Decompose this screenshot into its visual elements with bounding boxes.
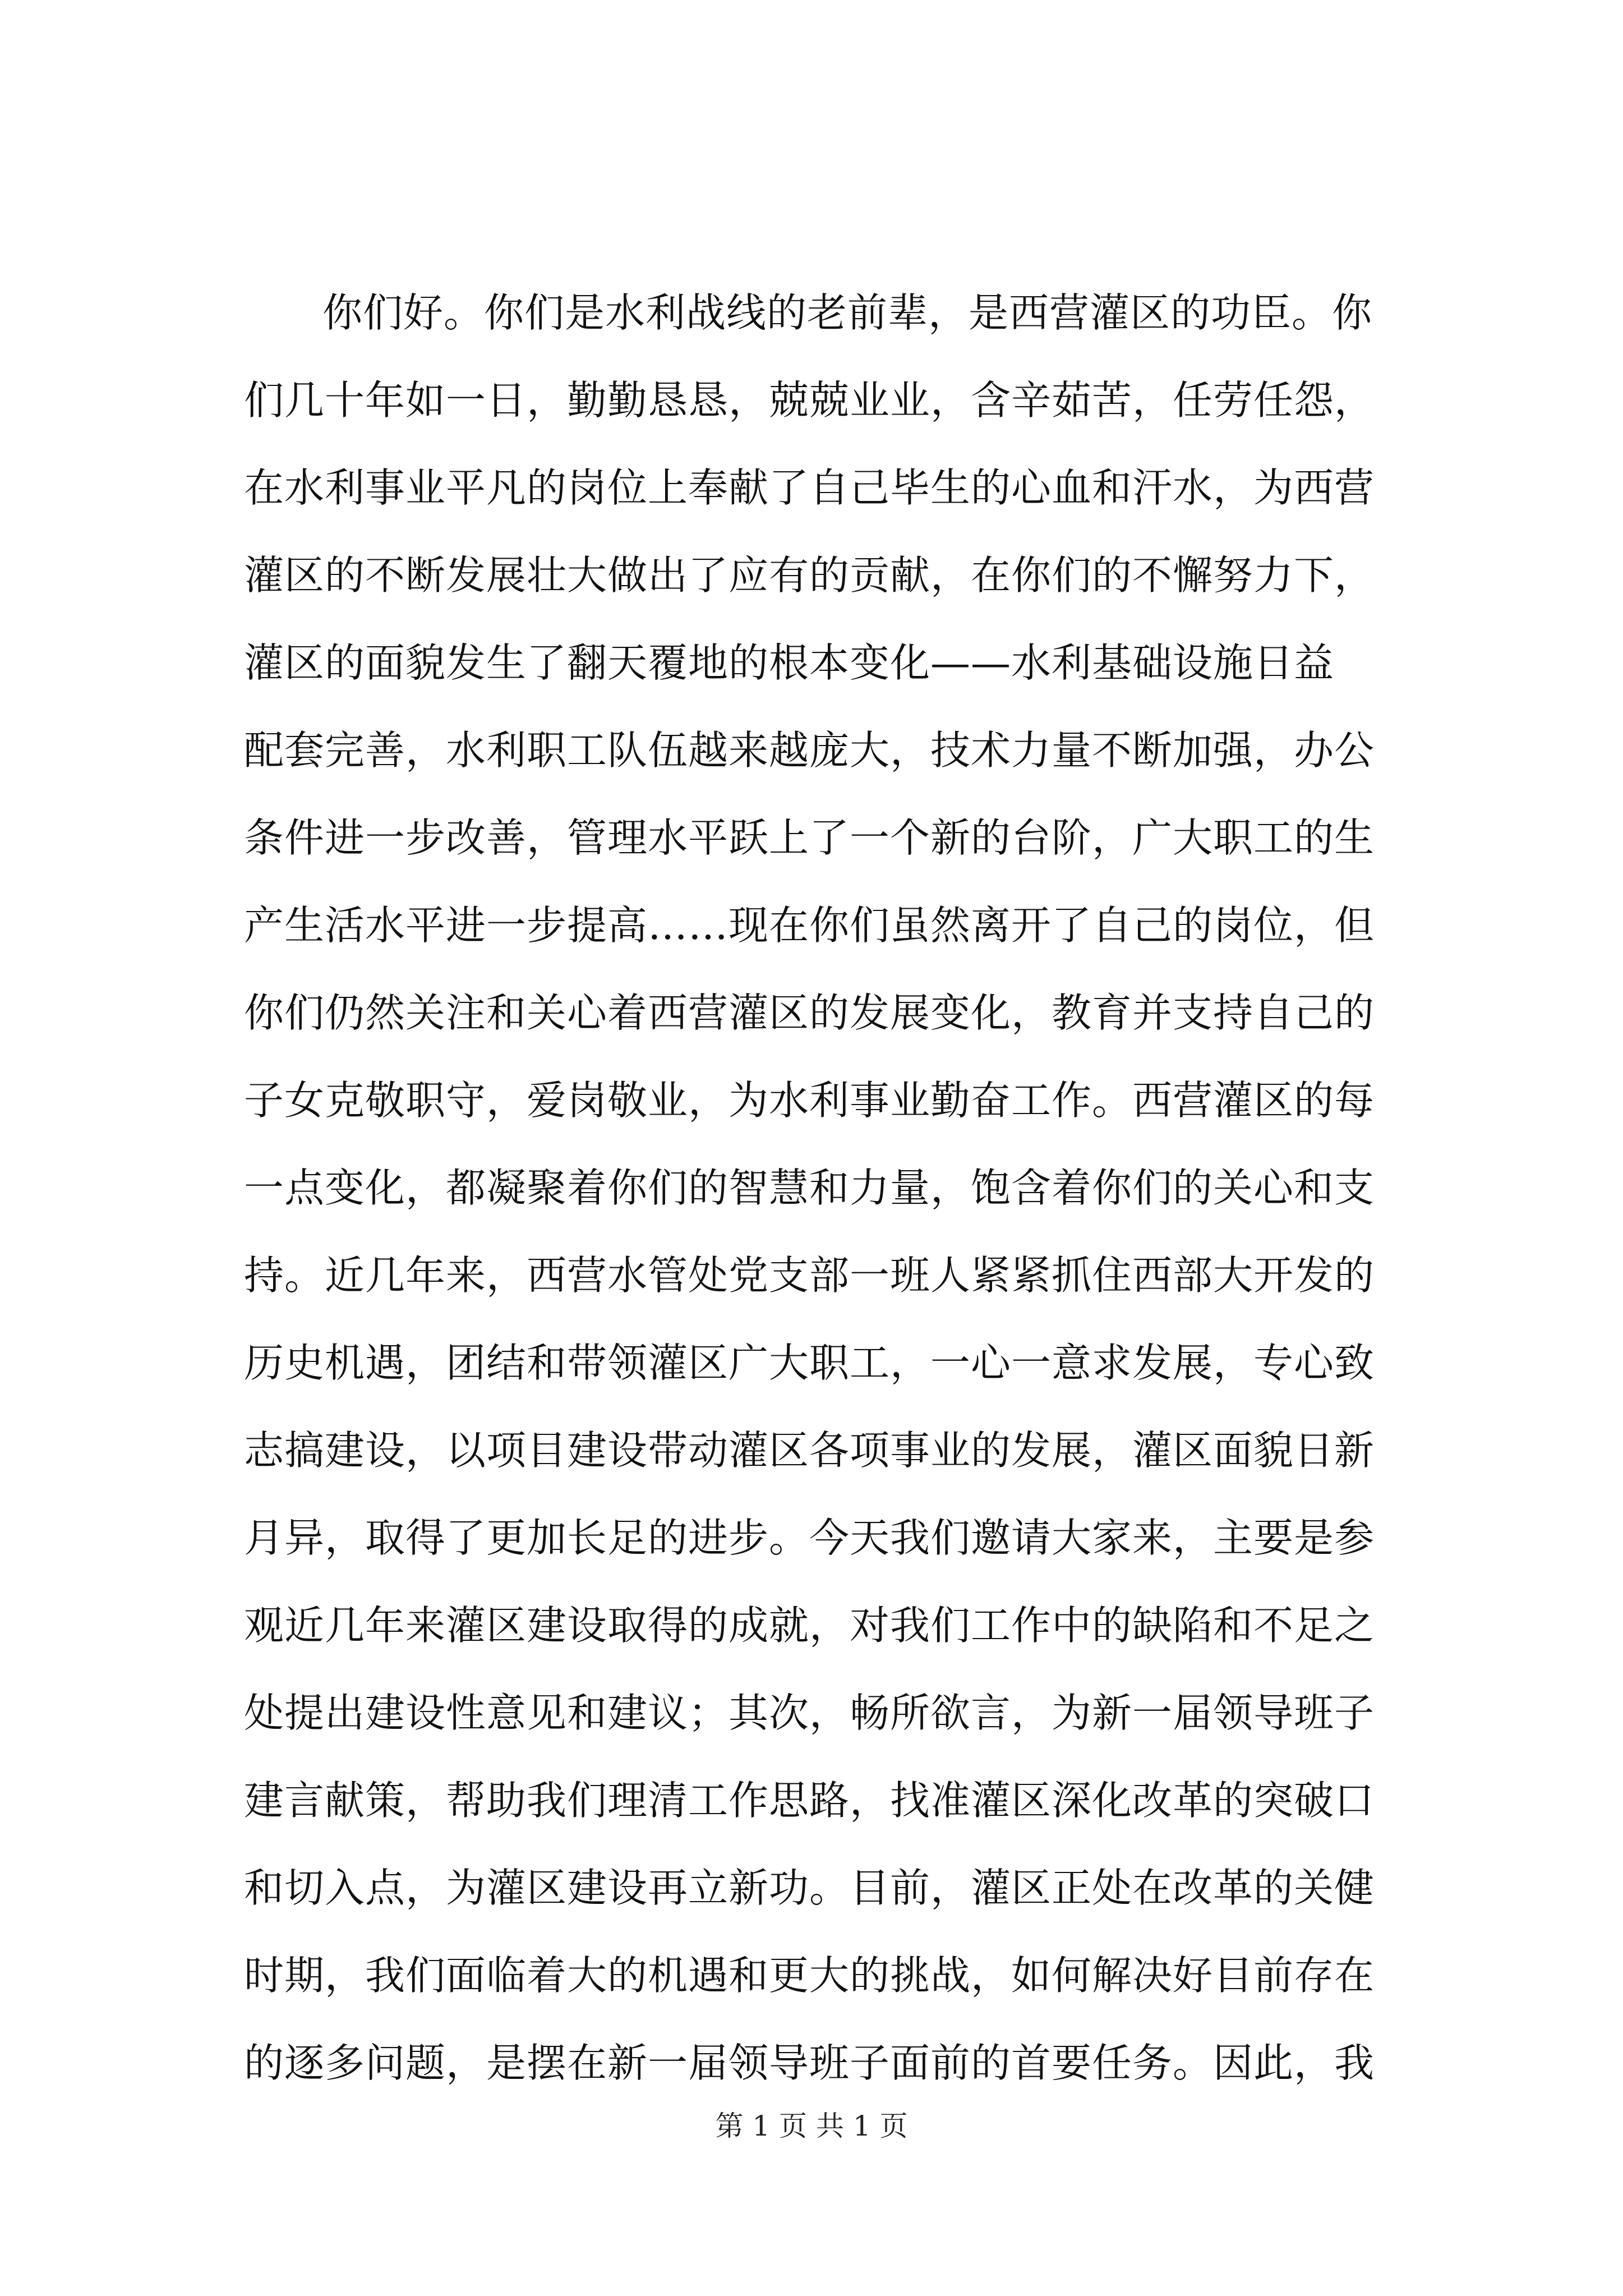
body-paragraph <box>244 269 1380 2107</box>
paragraph-line: 持。近几年来，西营水管处党支部一班人紧紧抓住西部大开发的 <box>244 1252 1375 1299</box>
paragraph-line: 的逐多问题，是摆在新一届领导班子面前的首要任务。因此，我 <box>244 2040 1375 2086</box>
paragraph-line: 一点变化，都凝聚着你们的智慧和力量，饱含着你们的关心和支 <box>244 1165 1375 1211</box>
paragraph-line: 灌区的不断发展壮大做出了应有的贡献，在你们的不懈努力下， <box>244 552 1375 599</box>
paragraph-line: 你们仍然关注和关心着西营灌区的发展变化，教育并支持自己的 <box>244 990 1375 1036</box>
paragraph-line: 配套完善，水利职工队伍越来越庞大，技术力量不断加强，办公 <box>244 727 1375 774</box>
paragraph-line: 子女克敬职守，爱岗敬业，为水利事业勤奋工作。西营灌区的每 <box>244 1077 1375 1124</box>
paragraph-line: 产生活水平进一步提高……现在你们虽然离开了自己的岗位，但 <box>244 902 1375 949</box>
paragraph-line: 月异，取得了更加长足的进步。今天我们邀请大家来，主要是参 <box>244 1515 1375 1561</box>
paragraph-line: 建言献策，帮助我们理清工作思路，找准灌区深化改革的突破口 <box>244 1777 1375 1824</box>
paragraph-line: 们几十年如一日，勤勤恳恳，兢兢业业，含辛茹苦，任劳任怨， <box>244 377 1375 424</box>
paragraph-line: 条件进一步改善，管理水平跃上了一个新的台阶，广大职工的生 <box>244 815 1375 861</box>
paragraph-line: 志搞建设，以项目建设带动灌区各项事业的发展，灌区面貌日新 <box>244 1427 1375 1474</box>
paragraph-line: 时期，我们面临着大的机遇和更大的挑战，如何解决好目前存在 <box>244 1952 1375 1999</box>
paragraph-line: 你们好。你们是水利战线的老前辈，是西营灌区的功臣。你 <box>322 289 1373 336</box>
paragraph-line: 历史机遇，团结和带领灌区广大职工，一心一意求发展，专心致 <box>244 1340 1375 1386</box>
page-number-footer: 第 1 页 共 1 页 <box>715 2110 908 2142</box>
paragraph-line: 处提出建设性意见和建议；其次，畅所欲言，为新一届领导班子 <box>244 1690 1375 1736</box>
paragraph-line: 和切入点，为灌区建设再立新功。目前，灌区正处在改革的关健 <box>244 1865 1375 1911</box>
paragraph-line: 在水利事业平凡的岗位上奉献了自己毕生的心血和汗水，为西营 <box>244 464 1375 511</box>
paragraph-line: 灌区的面貌发生了翻天覆地的根本变化——水利基础设施日益 <box>244 639 1335 686</box>
paragraph-line: 观近几年来灌区建设取得的成就，对我们工作中的缺陷和不足之 <box>244 1602 1375 1649</box>
